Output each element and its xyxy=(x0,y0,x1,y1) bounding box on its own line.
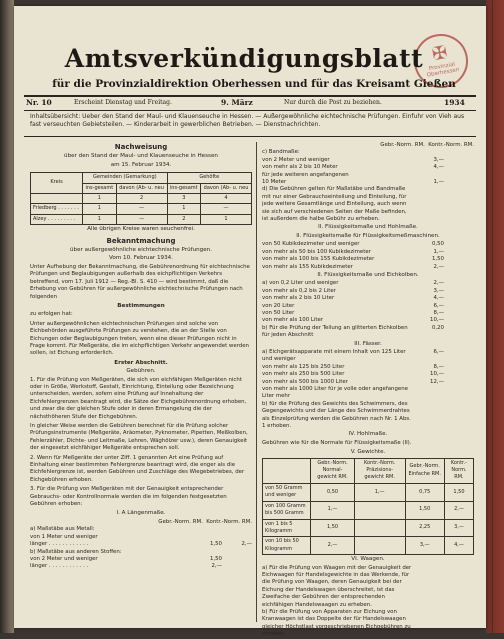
fee-label: b) Für die Prüfung der Teilung an glitterten Eichkolben für jeden Abschnitt xyxy=(262,324,408,339)
table-header-kreis: Kreis xyxy=(31,173,83,194)
fee-row xyxy=(262,303,474,310)
fee-label: b) Für die Prüfung von Apparaten zur Eichung von Kranwaagen ist das Doppelte der für Handelswaagen gleicher Höchstlast vorgeschriebenen Eichgebühren zu erheben. xyxy=(262,608,411,638)
fee-value-gebr: 1,— xyxy=(433,179,444,186)
fee-row xyxy=(262,609,474,639)
section1-title: Bestimmungen xyxy=(117,302,165,309)
table-row: Friedberg . . . . . . . 1 — 1 — xyxy=(31,204,252,214)
paragraph-1: 1. Für die Prüfung von Meßgeräten, die sich von eichfähigen Meßgeräten nicht oder in Größe, Werkstoff, Gestalt, Einrichtung, Einteilung oder Bezeichnung unterscheiden, werden, sofern eine Prüfung auf Innehaltung der Eichfehlergrenzen beantragt wird, die Sätze der Eichgebührenordnung erhoben, und zwar die der gleichen Stufe oder in deren Ermangelung die der nächsthöheren Stufe der Eichgebühren. xyxy=(30,376,247,420)
fee-row xyxy=(262,386,474,401)
fee-value-gebr: 1,50 xyxy=(209,555,222,562)
masthead-title: Amtsverkündigungsblatt xyxy=(64,44,424,73)
fee-value-gebr: 4,— xyxy=(433,295,444,302)
block3-title: II. Flüssigkeitsmaße und Eichkolben. xyxy=(317,271,419,278)
cross-icon: ✠ xyxy=(430,41,449,66)
table-subheader: davon (Ab- u. neu xyxy=(116,183,167,193)
notice2-subtitle: über außergewöhnliche eichtechnische Prüfungen. xyxy=(69,247,212,254)
fee-value-gebr: 2,— xyxy=(433,280,444,287)
section2-title: II. Flüssigkeitsmaße und Hohlmaße. xyxy=(318,224,418,231)
fee-label: von mehr als 500 bis 1000 Liter xyxy=(262,378,348,385)
block6-title: V. Gewichte. xyxy=(350,449,386,456)
table-colnum: 3 xyxy=(167,194,201,204)
fee-label: von mehr als 100 Liter xyxy=(262,317,324,324)
fee-row xyxy=(262,179,474,186)
table-row: Alzey . . . . . . . . . 1 — 2 1 xyxy=(31,214,252,224)
notice1-subtitle: über den Stand der Maul- und Klauenseuche in Hessen xyxy=(64,153,218,160)
fee-label: länger . . . . . . . . . . . . xyxy=(30,563,89,570)
fee-label: von 50 Kubikdezimeter und weniger xyxy=(262,241,360,248)
fee-row xyxy=(262,172,474,179)
block7-title: VI. Waagen. xyxy=(351,556,385,563)
fee-label: von mehr als 155 Kubikdezimeter xyxy=(262,263,353,270)
fee-value-gebr: 8,— xyxy=(433,309,444,316)
issue-delivery: Nur durch die Post zu beziehen. xyxy=(284,99,382,106)
block2-title: II. Flüssigkeitsmaße für Flüssigkeitsmeßmaschinen. xyxy=(296,232,440,239)
fee-value-gebr: 6,— xyxy=(433,348,444,355)
epidemic-table xyxy=(30,172,252,225)
fee-row xyxy=(262,264,474,271)
tarif-list xyxy=(30,526,252,570)
fee-value-gebr: 10,— xyxy=(430,317,444,324)
contents-rule xyxy=(24,136,476,137)
fee-label: b) Maßstäbe aus anderen Stoffen: xyxy=(30,548,122,555)
table-row: von 10 bis 50 Kilogramm 2,— 3,— 4,— xyxy=(263,537,474,555)
fee-label: von 2 Meter und weniger xyxy=(262,156,330,163)
weights-table xyxy=(262,458,474,555)
fee-label: von mehr als 1000 Liter für je volle oder angefangene Liter mehr xyxy=(262,386,408,400)
right-col-headers: Gebr.-Norm. RM. Kontr.-Norm. RM. xyxy=(380,142,474,148)
fee-value-kontr: 2,— xyxy=(241,541,252,548)
fee-label: von mehr als 100 bis 155 Kubikdezimeter xyxy=(262,256,375,263)
paragraph-3: 2. Wenn für Meßgeräte der unter Ziff. 1 genannten Art eine Prüfung auf Einhaltung einer bestimmten Fehlergrenze beantragt wird, die enger als die Eichfehlergrenze ist, werden Gebühren und Zuschläge des Wiegebetriebes, der Eichgebühren erhoben. xyxy=(30,454,245,483)
fee-row xyxy=(262,256,474,263)
fee-label: a) von 0,2 Liter und weniger xyxy=(262,280,339,287)
fee-block-2 xyxy=(262,241,474,271)
fee-block-1 xyxy=(262,149,474,223)
issue-schedule: Erscheint Dienstag und Freitag. xyxy=(74,99,172,106)
fee-row xyxy=(30,526,252,533)
fee-block-7 xyxy=(262,565,474,639)
fee-value-gebr: 0,50 xyxy=(431,241,444,248)
fee-label: von 50 Liter xyxy=(262,309,295,316)
abschnitt1-title: Erster Abschnitt. xyxy=(114,359,168,366)
fee-label: von mehr als 2 bis 10 Meter xyxy=(262,164,338,171)
fee-label: von 1 Meter und weniger xyxy=(30,533,98,540)
fee-block-3 xyxy=(262,280,474,339)
fee-row xyxy=(262,401,474,431)
left-column xyxy=(30,142,252,571)
fee-label: von mehr als 125 bis 250 Liter xyxy=(262,363,345,370)
fee-label: von mehr als 2 bis 10 Liter xyxy=(262,295,335,302)
notice2-date: Vom 10. Februar 1934. xyxy=(109,255,173,262)
fee-row xyxy=(262,164,474,171)
fee-row xyxy=(262,186,474,223)
notice2-title: Bekanntmachung xyxy=(106,236,176,245)
fee-block-4 xyxy=(262,349,474,430)
fee-row xyxy=(262,317,474,324)
fee-value-gebr: 12,— xyxy=(430,378,444,385)
abschnitt1-subtitle: Gebühren. xyxy=(126,368,156,375)
fee-row xyxy=(30,534,252,541)
table-subheader: davon (Ab- u. neu xyxy=(201,183,252,193)
fee-label: c) Bandmaße: xyxy=(262,149,300,156)
masthead-subtitle: für die Provinzialdirektion Oberhessen und für das Kreisamt Gießen xyxy=(52,78,456,90)
weights-col-header: Gebr.-Norm. Normal-gewicht RM. xyxy=(311,458,355,483)
fee-value-gebr: 1,— xyxy=(433,248,444,255)
block4-title: III. Fässer. xyxy=(354,340,382,347)
fee-row xyxy=(262,310,474,317)
block5-text: Gebühren wie für die Normale für Flüssigkeitsmaße (II). xyxy=(262,439,412,446)
section1-body: Unter außergewöhnlichen eichtechnischen Prüfungen sind solche von Eichbehörden ausgeführte Prüfungen zu verstehen, die an der Stelle von Eichungen oder Beglaubigungen treten, wenn eine dieser Prüfungen nicht in Frage kommt. Für Meßgeräte, die im eichpflichtigen Verkehr angewendet werden sollen, ist Eichung erforderlich. xyxy=(30,320,249,357)
fee-label: a) Für die Prüfung von Waagen mit der Genauigkeit der Eichwaagen für Handelsgewichte in das Werkende, für die Prüfung von Waagen, deren Genauigkeit bei der Eichung der Handelswagen überschreitet, ist das Zweifache der Gebühren der entsprechenden eichfähigen Handelswaagen zu erheben. xyxy=(262,564,412,608)
table-header-gemeinden: Gemeinden (Gemarkung) xyxy=(83,173,167,183)
fee-label: für jede weiteren angefangenen xyxy=(262,171,349,178)
table-subheader: ins-gesamt xyxy=(167,183,201,193)
table-of-contents: Inhaltsübersicht: Ueber den Stand der Maul- und Klauenseuche in Hessen. — Außergewöhnliche eichtechnische Prüfungen. Einfuhr von Vieh aus fast verseuchten Gebietsteilen. — Kinderarbeit in gewerblichen Betrieben. — Dienstnachrichten. xyxy=(30,113,465,128)
fee-value-gebr: 4,— xyxy=(433,164,444,171)
issue-number: Nr. 10 xyxy=(26,98,52,107)
fee-value-gebr: 1,50 xyxy=(431,256,444,263)
table-row: von 100 Gramm bis 500 Gramm 1,— 1,50 2,— xyxy=(263,501,474,519)
fee-label: a) Maßstäbe aus Metall: xyxy=(30,526,95,533)
fee-value-gebr: 2,— xyxy=(433,263,444,270)
fee-value-gebr: 1,50 xyxy=(209,541,222,548)
notice2-intro: Unter Aufhebung der Bekanntmachung, die Gebührenordnung für eichtechnische Prüfungen und Beglaubigungen außerhalb des eichpflichtigen Verkehrs betreffend, vom 17. Juli 1912 — Reg.-Bl. S. 410 — wird bestimmt, daß die Erhebung von Gebühren für außergewöhnliche eichtechnische Prüfungen nach folgenden xyxy=(30,263,250,300)
fee-label: von 20 Liter xyxy=(262,302,295,309)
fee-value-gebr: 10,— xyxy=(430,371,444,378)
fee-label: b) für die Prüfung des Gewichts des Schwimmers, des Gegengewichts und der Länge des Schwimmerdrahtes als Einzelprüfung werden die Gebühren nach Nr. 1 Abs. 1 erhoben. xyxy=(262,400,411,430)
notice1-title: Nachweisung xyxy=(114,143,168,151)
table-row: von 1 bis 5 Kilogramm 1,50 2,25 3,— xyxy=(263,519,474,537)
table-note: Alle übrigen Kreise waren seuchenfrei. xyxy=(87,226,195,233)
fee-value-gebr: 3,— xyxy=(433,156,444,163)
fee-row xyxy=(262,295,474,302)
newspaper-page xyxy=(14,6,486,638)
issue-date: 9. März xyxy=(221,98,253,107)
block5-title: IV. Hohlmaße. xyxy=(348,431,388,438)
fee-value-gebr: 6,— xyxy=(433,302,444,309)
issue-year: 1934 xyxy=(444,98,465,107)
fee-label: a) Eichgerätsapparate mit einem Inhalt von 125 Liter und weniger xyxy=(262,348,406,363)
notice1-date: am 15. Februar 1934. xyxy=(110,161,172,168)
fee-row xyxy=(30,541,252,548)
tarif-title: I. A Längenmaße. xyxy=(116,510,166,517)
table-header-gehoefte: Gehöfte xyxy=(167,173,251,183)
fee-row xyxy=(30,563,252,570)
fee-row xyxy=(30,549,252,556)
fee-value-gebr: 2,— xyxy=(211,563,222,570)
fee-row xyxy=(262,157,474,164)
fee-label: von mehr als 250 bis 500 Liter xyxy=(262,371,345,378)
fee-row xyxy=(262,379,474,386)
issue-rule xyxy=(24,110,476,111)
fee-row xyxy=(262,364,474,371)
book-binding xyxy=(0,0,14,633)
fee-value-gebr: 8,— xyxy=(433,363,444,370)
weights-col-header: Kontr.-Norm. Präzisions-gewicht RM. xyxy=(354,458,405,483)
section1-text: zu erfolgen hat: xyxy=(30,311,73,318)
fee-row xyxy=(262,371,474,378)
fee-row xyxy=(262,249,474,256)
fee-row xyxy=(262,288,474,295)
fee-row xyxy=(262,325,474,340)
table-colnum: 1 xyxy=(83,194,117,204)
paragraph-2: In gleicher Weise werden die Gebühren berechnet für die Prüfung solcher Prüfungsinstrumente (Meßgeräte, Aräometer, Pyknometer, Pipetten, Meßkolben, Fehlerzähler, Dichte- und Leitmaße, Lehren, Wäghölzer usw.), deren Genauigkeit der eingesetzt eichfähiger Meßgeräte entsprechen soll. xyxy=(30,423,248,452)
top-rule xyxy=(24,95,476,97)
weights-col-header: Gebr.-Norm. Einfache RM. xyxy=(405,458,444,483)
fee-row xyxy=(262,280,474,287)
fee-row xyxy=(262,149,474,156)
weights-col-header: Kontr.-Norm. RM. xyxy=(444,458,473,483)
table-colnum: 2 xyxy=(116,194,167,204)
paragraph-4: 3. Für die Prüfung von Meßgeräten mit der Genauigkeit entsprechender Gebrauchs- oder Kontrollnormale werden die im folgenden festgesetzten Gebühren erhoben: xyxy=(30,486,227,508)
column-separator xyxy=(256,142,257,622)
fee-row xyxy=(30,556,252,563)
fee-label: von 2 Meter und weniger xyxy=(30,555,98,562)
fee-value-gebr: 0,20 xyxy=(431,324,444,331)
page-edge xyxy=(486,0,504,633)
fee-label: von mehr als 0,2 bis 2 Liter xyxy=(262,287,336,294)
table-row: von 50 Gramm und weniger 0,50 1,— 0,75 1,50 xyxy=(263,483,474,501)
fee-value-gebr: 3,— xyxy=(433,287,444,294)
table-subheader: ins-gesamt xyxy=(83,183,117,193)
fee-label: länger . . . . . . . . . . . . xyxy=(30,541,89,548)
tarif-col-headers: Gebr.-Norm. RM. Kontr.-Norm. RM. xyxy=(158,518,252,525)
table-colnum: 4 xyxy=(201,194,252,204)
fee-row xyxy=(262,241,474,248)
fee-label: 10 Meter xyxy=(262,179,287,186)
stamp-text: Provinzial Oberhessen xyxy=(426,61,460,79)
fee-label: von mehr als 50 bis 100 Kubikdezimeter xyxy=(262,248,371,255)
right-column xyxy=(262,142,474,639)
fee-row xyxy=(262,565,474,609)
fee-label: d) Die Gebühren gelten für Maßstäbe und Bandmaße mit nur einer Gebrauchseinteilung und Einteilung, für jede weitere Gesamtlänge und Einteilung, auch wenn sie sich auf verschiedenen Seiten der Maße befinden, ist außerdem die halbe Gebühr zu erheben. xyxy=(262,186,407,223)
fee-row xyxy=(262,349,474,364)
